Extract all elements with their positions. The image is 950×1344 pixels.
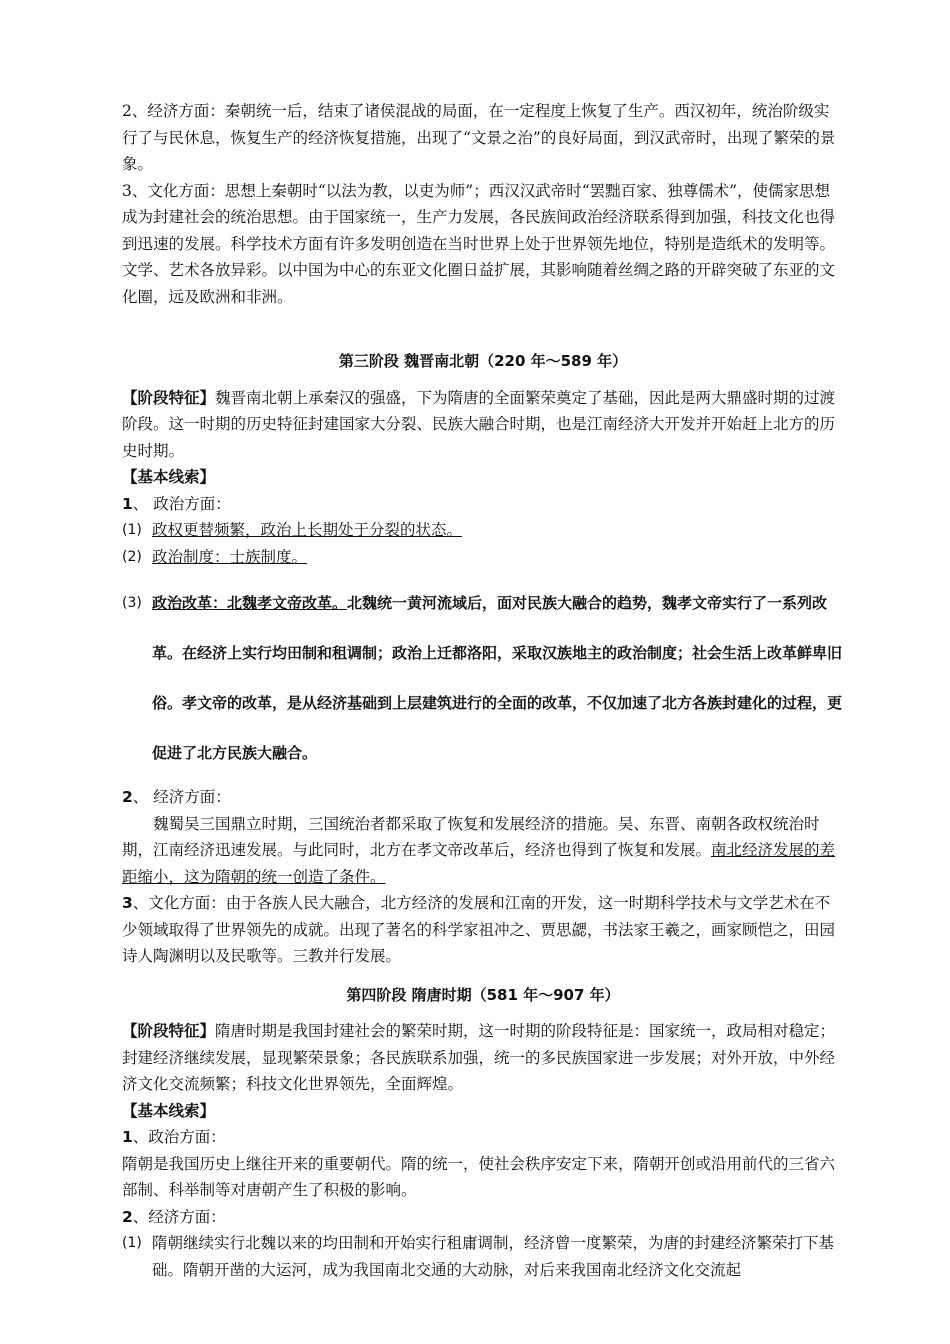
clues-label: 【基本线索】 xyxy=(122,1101,216,1120)
economy-paragraph: 魏蜀吴三国鼎立时期，三国统治者都采取了恢复和发展经济的措施。吴、东晋、南朝各政权统治时期，江南经济迅速发展。与此同时，北方在孝文帝改革后，经济也得到了恢复和发展。南北经济发展的差距缩小，这为隋朝的统一创造了条件。 xyxy=(122,814,836,886)
document-page xyxy=(122,98,844,1283)
politics-heading: 1、政治方面： xyxy=(122,1128,226,1146)
politics-heading: 1、 政治方面： xyxy=(122,494,231,513)
culture-paragraph: 3、文化方面：由于各族人民大融合，北方经济的发展和江南的开发，这一时期科学技术与文学艺术在不少领域取得了世界领先的成就。出现了著名的科学家祖冲之、贾思勰，书法家王羲之，画家顾恺之，田园诗人陶渊明以及民歌等。三教并行发展。 xyxy=(122,894,836,965)
feature-label: 【阶段特征】 xyxy=(122,1022,216,1040)
economy-heading: 2、经济方面： xyxy=(122,1207,226,1226)
list-item: (1) 隋朝继续实行北魏以来的均田制和开始实行租庸调制，经济曾一度繁荣，为唐的封建经济繁荣打下基础。隋朝开凿的大运河，成为我国南北交通的大动脉，对后来我国南北经济文化交流起 xyxy=(122,1234,835,1279)
paragraph-culture-qin-han: 3、文化方面：思想上秦朝时“以法为教，以吏为师”；西汉汉武帝时“罢黜百家、独尊儒术”，使儒家思想成为封建社会的统治思想。由于国家统一，生产力发展，各民族间政治经济联系得到加强，科技文化也得到迅速的发展。科学技术方面有许多发明创造在当时世界上处于世界领先地位，特别是造纸术的发明等。文学、艺术各放异彩。以中国为中心的东亚文化圈日益扩展，其影响随着丝绸之路的开辟突破了东亚的文化圈，远及欧洲和非洲。 xyxy=(122,181,836,306)
paragraph-economy-qin-han: 2、经济方面：秦朝统一后，结束了诸侯混战的局面，在一定程度上恢复了生产。西汉初年，统治阶级实行了与民休息，恢复生产的经济恢复措施，出现了“文景之治”的良好局面，到汉武帝时，出现了繁荣的景象。 xyxy=(122,102,836,173)
economy-heading: 2、 经济方面： xyxy=(122,788,231,806)
section-title-stage-3: 第三阶段 魏晋南北朝（220 年～589 年） xyxy=(338,352,628,370)
clues-label: 【基本线索】 xyxy=(122,468,216,486)
list-item: (1) 政权更替频繁，政治上长期处于分裂的状态。 xyxy=(122,521,463,539)
list-item: (2) 政治制度：士族制度。 xyxy=(122,547,308,566)
politics-paragraph: 隋朝是我国历史上继往开来的重要朝代。隋的统一，使社会秩序安定下来，隋朝开创或沿用前代的三省六部制、科举制等对唐朝产生了积极的影响。 xyxy=(122,1154,836,1199)
feature-label: 【阶段特征】 xyxy=(122,388,216,407)
feature-text: 隋唐时期是我国封建社会的繁荣时期，这一时期的阶段特征是：国家统一，政局相对稳定；封建经济继续发展，显现繁荣景象；各民族联系加强，统一的多民族国家进一步发展；对外开放，中外经济文化交流频繁；科技文化世界领先，全面辉煌。 xyxy=(122,1022,836,1093)
list-item-reform: (3) 政治改革：北魏孝文帝改革。北魏统一黄河流域后，面对民族大融合的趋势，魏孝文帝实行了一系列改革。在经济上实行均田制和租调制；政治上迁都洛阳，采取汉族地主的政治制度；社会生活上改革鲜卑旧俗。孝文帝的改革，是从经济基础到上层建筑进行的全面的改革，不仅加速了北方各族封建化的过程，更促进了北方民族大融合。 xyxy=(122,594,843,762)
feature-text: 魏晋南北朝上承秦汉的强盛，下为隋唐的全面繁荣奠定了基础，因此是两大鼎盛时期的过渡阶段。这一时期的历史特征封建国家大分裂、民族大融合时期，也是江南经济大开发并开始赶上北方的历史时期。 xyxy=(122,388,836,460)
stage-3-feature xyxy=(122,385,844,465)
stage-4-feature xyxy=(122,1018,844,1098)
section-title-stage-4: 第四阶段 隋唐时期（581 年～907 年） xyxy=(346,985,620,1004)
